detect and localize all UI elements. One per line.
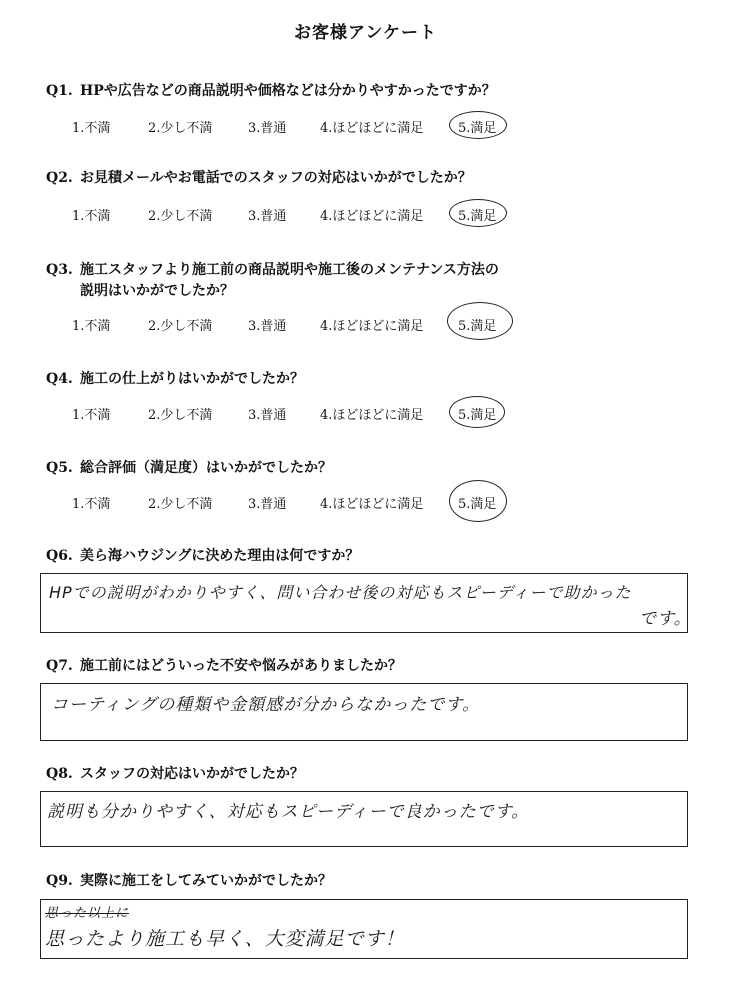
option-4: 4.ほどほどに満足 (320, 121, 424, 136)
answer-box-q8 (40, 791, 688, 847)
option-3: 3.普通 (248, 319, 287, 334)
option-2: 2.少し不満 (148, 319, 213, 334)
question-2 (46, 167, 472, 187)
option-1: 1.不満 (72, 319, 111, 334)
option-3: 3.普通 (248, 497, 287, 512)
question-text: 施工スタッフより施工前の商品説明や施工後のメンテナンス方法の (80, 262, 499, 278)
answer-box-q6 (40, 573, 692, 633)
option-5-selected: 5.満足 (458, 121, 497, 136)
option-3: 3.普通 (248, 209, 287, 224)
question-number: Q5. (46, 460, 73, 476)
page-title: お客様アンケート (294, 23, 437, 43)
question-number: Q4. (46, 371, 73, 387)
option-1: 1.不満 (72, 121, 111, 136)
option-2: 2.少し不満 (148, 408, 213, 423)
option-1: 1.不満 (72, 209, 111, 224)
option-4: 4.ほどほどに満足 (320, 209, 424, 224)
option-1: 1.不満 (72, 408, 111, 423)
handwritten-answer: 思ったより施工も早く、大変満足です！ (45, 928, 405, 950)
handwritten-answer: 説明も分かりやすく、対応もスピーディーで良かったです。 (47, 802, 530, 822)
question-8 (46, 763, 304, 783)
handwritten-answer: コーティングの種類や金額感が分からなかったです。 (51, 695, 480, 715)
selection-circle (449, 480, 507, 522)
question-1 (46, 80, 496, 100)
question-text: HPや広告などの商品説明や価格などは分かりやすかったですか？ (80, 83, 496, 99)
question-text: 施工前にはどういった不安や悩みがありましたか？ (80, 658, 402, 674)
question-5 (46, 457, 332, 477)
question-4 (46, 368, 304, 388)
option-5-selected: 5.満足 (458, 408, 497, 423)
option-4: 4.ほどほどに満足 (320, 497, 424, 512)
question-text: 施工の仕上がりはいかがでしたか？ (80, 371, 304, 387)
selection-circle (449, 396, 505, 428)
question-text: 総合評価（満足度）はいかがでしたか？ (80, 460, 332, 476)
question-text: 美ら海ハウジングに決めた理由は何ですか？ (80, 548, 360, 564)
question-text: スタッフの対応はいかがでしたか？ (80, 766, 304, 782)
selection-circle (449, 111, 507, 139)
handwritten-answer-line2: です。 (639, 609, 692, 629)
option-2: 2.少し不満 (148, 209, 213, 224)
question-number: Q6. (46, 548, 73, 564)
struck-out-text: 思った以上に (45, 906, 130, 921)
question-number: Q3. (46, 262, 73, 278)
handwritten-answer: HPでの説明がわかりやすく、問い合わせ後の対応もスピーディーで助かった (49, 583, 632, 602)
question-number: Q1. (46, 83, 73, 99)
selection-circle (447, 302, 513, 340)
option-2: 2.少し不満 (148, 121, 213, 136)
question-text: 実際に施工をしてみていかがでしたか？ (80, 873, 332, 889)
question-3-line2: 説明はいかがでしたか？ (80, 283, 234, 299)
answer-box-q7 (40, 683, 688, 741)
option-2: 2.少し不満 (148, 497, 213, 512)
question-number: Q7. (46, 658, 73, 674)
question-6 (46, 545, 359, 565)
question-7 (46, 655, 402, 675)
option-3: 3.普通 (248, 121, 287, 136)
option-4: 4.ほどほどに満足 (320, 408, 424, 423)
question-text: お見積メールやお電話でのスタッフの対応はいかがでしたか？ (80, 170, 472, 186)
selection-circle (449, 199, 507, 227)
option-5-selected: 5.満足 (458, 497, 497, 512)
question-number: Q2. (46, 170, 73, 186)
question-number: Q8. (46, 766, 73, 782)
question-number: Q9. (46, 873, 73, 889)
option-5-selected: 5.満足 (458, 209, 497, 224)
question-9 (46, 870, 332, 890)
answer-box-q9 (40, 899, 688, 959)
question-3 (46, 259, 499, 279)
option-4: 4.ほどほどに満足 (320, 319, 424, 334)
option-3: 3.普通 (248, 408, 287, 423)
option-5-selected: 5.満足 (458, 319, 497, 334)
option-1: 1.不満 (72, 497, 111, 512)
